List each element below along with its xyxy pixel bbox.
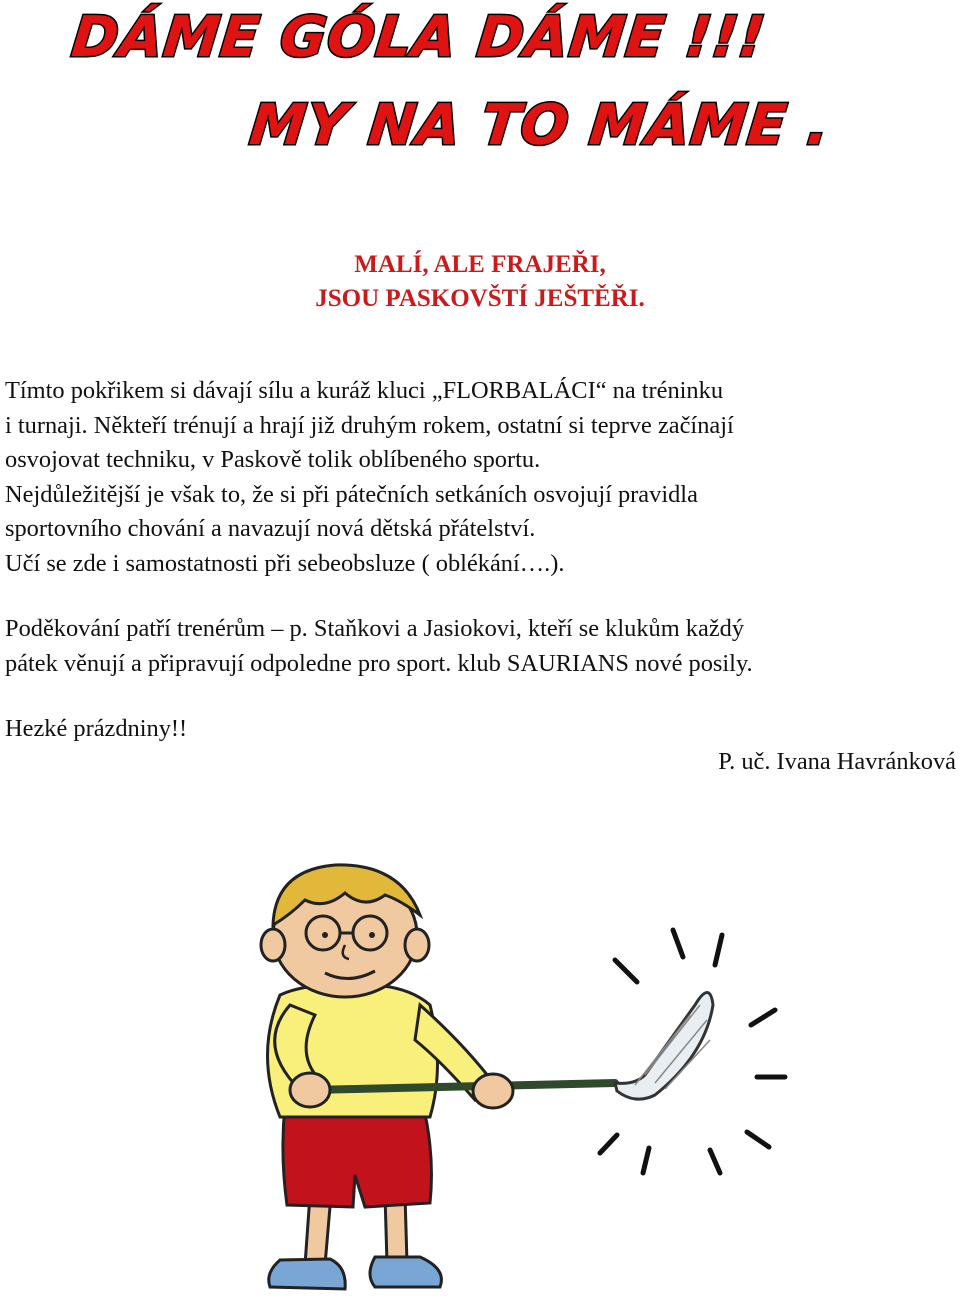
paragraph-line: osvojovat techniku, v Paskově tolik oblíbeného sportu. — [5, 446, 541, 473]
paragraph-line: Nejdůležitější je však to, že si při pátečních setkáních osvojují pravidla — [5, 480, 698, 508]
paragraph-line: sportovního chování a navazují nová dětská přátelství. — [5, 515, 536, 542]
paragraph-line: Poděkování patří trenérům – p. Staňkovi a Jasiokovi, kteří se klukům každý — [5, 615, 745, 642]
red-shorts — [283, 1105, 432, 1207]
paragraph-intro — [5, 374, 960, 581]
paragraph-line: i turnaji. Někteří trénují a hrají již druhým rokem, ostatní si teprve začínají — [5, 411, 734, 439]
paragraph-thanks — [5, 612, 960, 681]
subtitle-line-1: MALÍ, ALE FRAJEŘI, — [354, 251, 606, 278]
paragraph-line: Učí se zde i samostatnosti při sebeobsluze ( oblékání….). — [5, 549, 565, 577]
subtitle-line-2: JSOU PASKOVŠTÍ JEŠTĚŘI. — [315, 285, 645, 312]
headline-line-1: DÁME GÓLA DÁME !!! — [68, 5, 769, 70]
shoes-icon — [269, 1257, 442, 1289]
headline-line-2: MY NA TO MÁME . — [246, 93, 834, 158]
paragraph-line: Tímto pokřikem si dávají sílu a kuráž kluci „FLORBALÁCI“ na tréninku — [5, 377, 724, 404]
paragraph-line: pátek věnují a připravují odpoledne pro sport. klub SAURIANS nové posily. — [5, 649, 753, 677]
closing-line: Hezké prázdniny!! — [5, 715, 188, 742]
floorball-boy-illustration — [225, 855, 815, 1299]
signature: P. uč. Ivana Havránková — [718, 748, 956, 775]
